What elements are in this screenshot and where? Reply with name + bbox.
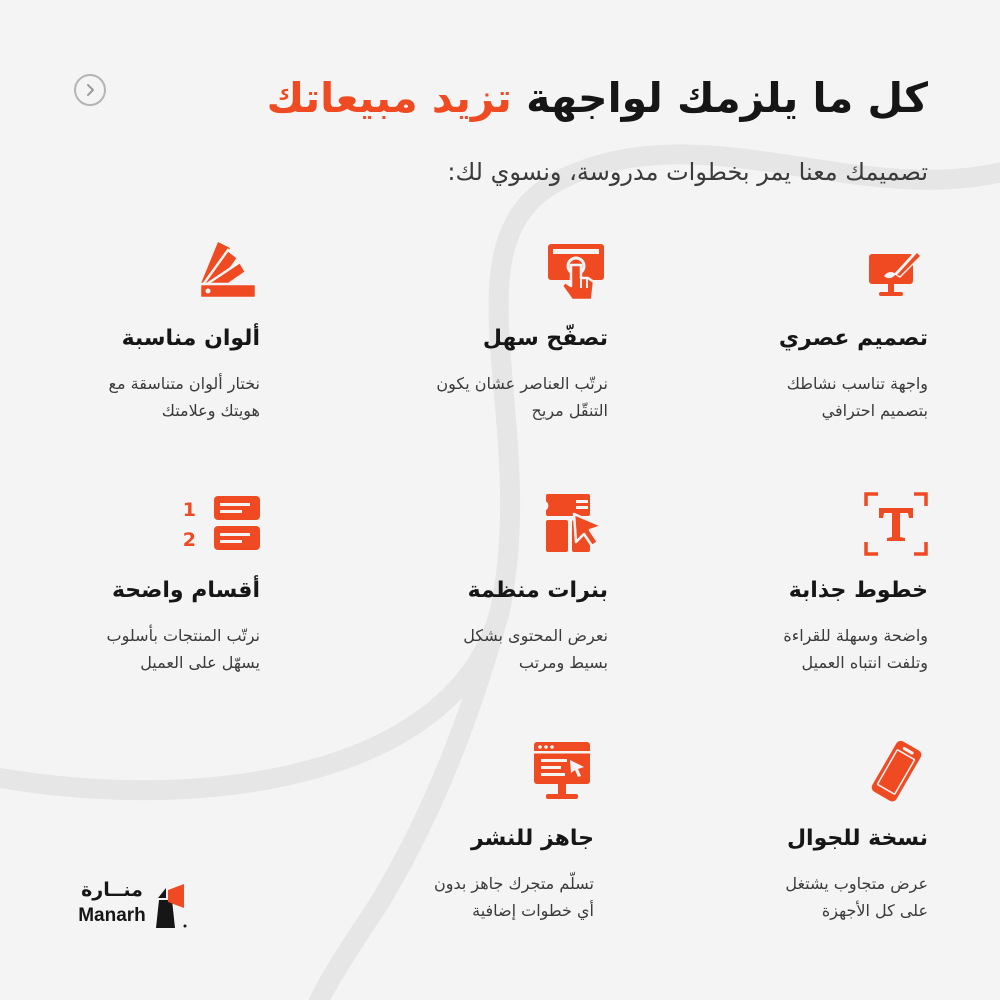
page-subtitle: تصميمك معنا يمر بخطوات مدروسة، ونسوي لك: (447, 158, 928, 186)
web-ready-monitor-icon (530, 740, 594, 804)
brand-name-arabic: منــارة (81, 879, 143, 901)
svg-text:2: 2 (182, 529, 196, 551)
numbered-list-icon (182, 492, 260, 556)
feature-title: تصفّح سهل (482, 326, 608, 351)
svg-text:1: 1 (182, 499, 196, 521)
next-arrow-button[interactable] (74, 74, 106, 106)
feature-description-line: واضحة وسهلة للقراءة (783, 626, 928, 645)
text-font-icon (864, 492, 928, 556)
page-title (108, 70, 928, 126)
color-swatch-icon (196, 240, 260, 304)
feature-description-line: أي خطوات إضافية (472, 901, 594, 920)
feature-description (0, 622, 260, 676)
title-highlight: تزيد مبيعاتك (266, 74, 512, 122)
feature-description (658, 622, 928, 676)
svg-text:AD: AD (526, 499, 549, 515)
feature-description-line: عرض متجاوب يشتغل (785, 874, 928, 893)
mobile-phone-icon (864, 740, 928, 804)
feature-description-line: وتلفت انتباه العميل (801, 653, 928, 672)
feature-title: أقسام واضحة (111, 578, 260, 603)
finger-tap-screen-icon (544, 240, 608, 304)
feature-title: ألوان مناسبة (121, 326, 260, 351)
feature-description-line: تسلّم متجرك جاهز بدون (433, 874, 594, 893)
feature-description (338, 370, 608, 424)
feature-description-line: نرتّب المنتجات بأسلوب (106, 626, 260, 645)
feature-description-line: هويتك وعلامتك (161, 401, 260, 420)
feature-title: نسخة للجوال (786, 826, 928, 851)
feature-description (658, 870, 928, 924)
feature-description-line: نختار ألوان متناسقة مع (108, 374, 260, 393)
lighthouse-logo-mark (154, 884, 188, 928)
feature-description-line: نرتّب العناصر عشان يكون (436, 374, 608, 393)
feature-title: تصميم عصري (778, 326, 928, 351)
feature-title: خطوط جذابة (788, 578, 928, 603)
feature-description-line: على كل الأجهزة (821, 901, 928, 920)
feature-description-line: التنقّل مريح (531, 401, 608, 420)
monitor-brush-icon (864, 240, 928, 304)
title-plain: كل ما يلزمك لواجهة (526, 74, 928, 122)
feature-description (338, 622, 608, 676)
feature-description-line: يسهّل على العميل (140, 653, 260, 672)
feature-description-line: واجهة تناسب نشاطك (786, 374, 928, 393)
chevron-right-icon (84, 83, 96, 97)
feature-description-line: بتصميم احترافي (821, 401, 928, 420)
feature-description-line: بسيط ومرتب (518, 653, 608, 672)
feature-description (0, 370, 260, 424)
feature-title: بنرات منظمة (467, 578, 608, 603)
ad-banner-icon (526, 492, 608, 556)
brand-logo (74, 879, 204, 932)
brand-name-english: Manarh (78, 905, 146, 926)
feature-description-line: نعرض المحتوى بشكل (463, 626, 608, 645)
feature-description (658, 370, 928, 424)
feature-title: جاهز للنشر (470, 826, 594, 851)
feature-description (324, 870, 594, 924)
